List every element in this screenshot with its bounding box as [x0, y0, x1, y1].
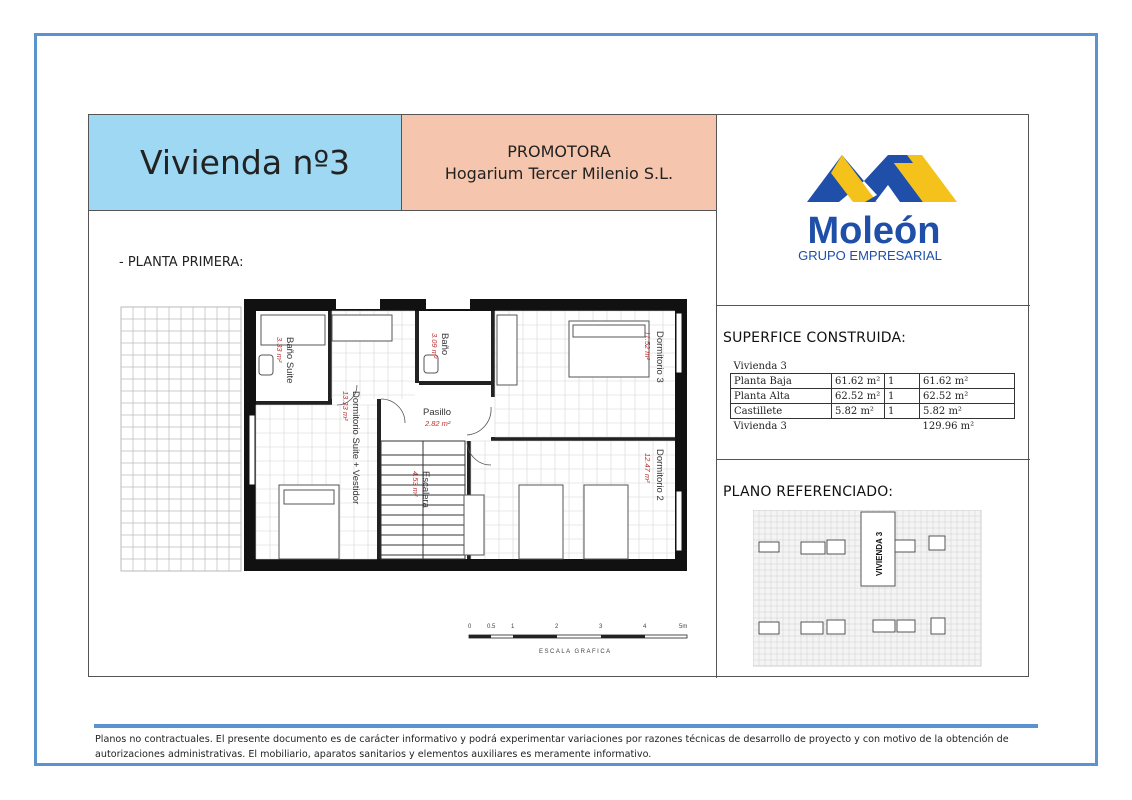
- scale-tick-2: 2: [555, 624, 559, 630]
- scale-label: ESCALA GRAFICA: [539, 649, 612, 655]
- room-area-dormitorio-suite: 13.33 m²: [341, 391, 350, 421]
- table-row: [731, 404, 1015, 419]
- row-name: Planta Baja: [731, 374, 832, 389]
- total-label: Vivienda 3: [733, 420, 787, 432]
- planta-label: - PLANTA PRIMERA:: [119, 255, 244, 270]
- room-label-escalera: Escalera: [420, 471, 431, 508]
- logo-subtitle: GRUPO EMPRESARIAL: [798, 248, 942, 263]
- superficie-group-row: [731, 359, 1015, 374]
- row-area: 61.62 m²: [832, 374, 885, 389]
- superficie-cell: [717, 306, 1030, 460]
- plano-referenciado-cell: [717, 460, 1030, 677]
- room-label-dormitorio-3: Dormitorio 3: [654, 331, 665, 383]
- row-total: 62.52 m²: [920, 389, 1015, 404]
- promotora-label: PROMOTORA: [507, 142, 611, 161]
- promotora-name: Hogarium Tercer Milenio S.L.: [444, 164, 674, 183]
- room-label-dormitorio-suite: Dormitorio Suite + Vestidor: [350, 391, 361, 505]
- site-plan-thumbnail: [753, 510, 993, 670]
- row-area: 5.82 m²: [832, 404, 885, 419]
- room-area-pasillo: 2.82 m²: [425, 419, 451, 428]
- superficie-heading: SUPERFICE CONSTRUIDA:: [723, 330, 906, 346]
- scale-tick-0: 0: [468, 624, 472, 630]
- referenciado-heading: PLANO REFERENCIADO:: [723, 484, 894, 500]
- superficie-table: [730, 359, 1015, 433]
- scale-tick-05: 0.5: [487, 624, 496, 630]
- logo-wordmark: Moleón: [807, 210, 941, 252]
- row-total: 61.62 m²: [920, 374, 1015, 389]
- vivienda-highlight-label: VIVIENDA 3: [875, 531, 884, 576]
- moleon-logo: [717, 115, 1030, 306]
- room-area-bano: 3.09 m²: [430, 333, 439, 359]
- room-label-pasillo: Pasillo: [423, 407, 451, 418]
- row-name: Castillete: [731, 404, 832, 419]
- room-area-escalera: 4.53 m²: [411, 471, 420, 497]
- row-factor: 1: [885, 374, 920, 389]
- table-row: [731, 389, 1015, 404]
- row-factor: 1: [885, 389, 920, 404]
- room-area-dormitorio-3: 11.52 m²: [643, 331, 652, 361]
- right-column: [716, 115, 1030, 678]
- disclaimer-divider: [94, 724, 1038, 728]
- table-row: [731, 374, 1015, 389]
- plan-sheet: [88, 114, 1029, 677]
- logo-cell: [717, 115, 1030, 306]
- page-title: Vivienda nº3: [139, 143, 351, 182]
- floor-plan-drawing: [89, 295, 709, 675]
- scale-bar: [468, 624, 687, 655]
- scale-tick-5m: 5m: [679, 624, 688, 630]
- scale-tick-3: 3: [599, 624, 603, 630]
- total-value: 129.96 m²: [922, 420, 975, 432]
- row-name: Planta Alta: [731, 389, 832, 404]
- scale-tick-1: 1: [511, 624, 515, 630]
- row-factor: 1: [885, 404, 920, 419]
- room-area-bano-suite: 3.33 m²: [275, 337, 284, 363]
- scale-tick-4: 4: [643, 624, 647, 630]
- disclaimer-text: Planos no contractuales. El presente documento es de carácter informativo y podrá experimentar variaciones por razones técnicas de desarrollo de proyecto y con motivo de la obtención de autorizaciones administrativas. El mobiliario, aparatos sanitarios y elementos auxiliares es meramente informativo.: [95, 734, 1009, 760]
- room-label-dormitorio-2: Dormitorio 2: [654, 449, 665, 501]
- title-cell: [89, 115, 402, 211]
- room-area-dormitorio-2: 12.47 m²: [643, 453, 652, 483]
- room-label-bano: Baño: [439, 333, 450, 356]
- row-total: 5.82 m²: [920, 404, 1015, 419]
- promotora-cell: [402, 115, 716, 211]
- row-area: 62.52 m²: [832, 389, 885, 404]
- room-label-bano-suite: Baño Suite: [284, 337, 295, 384]
- superficie-group-label: Vivienda 3: [733, 360, 787, 372]
- superficie-total-row: [731, 419, 1015, 434]
- terrace-grid: [121, 307, 241, 571]
